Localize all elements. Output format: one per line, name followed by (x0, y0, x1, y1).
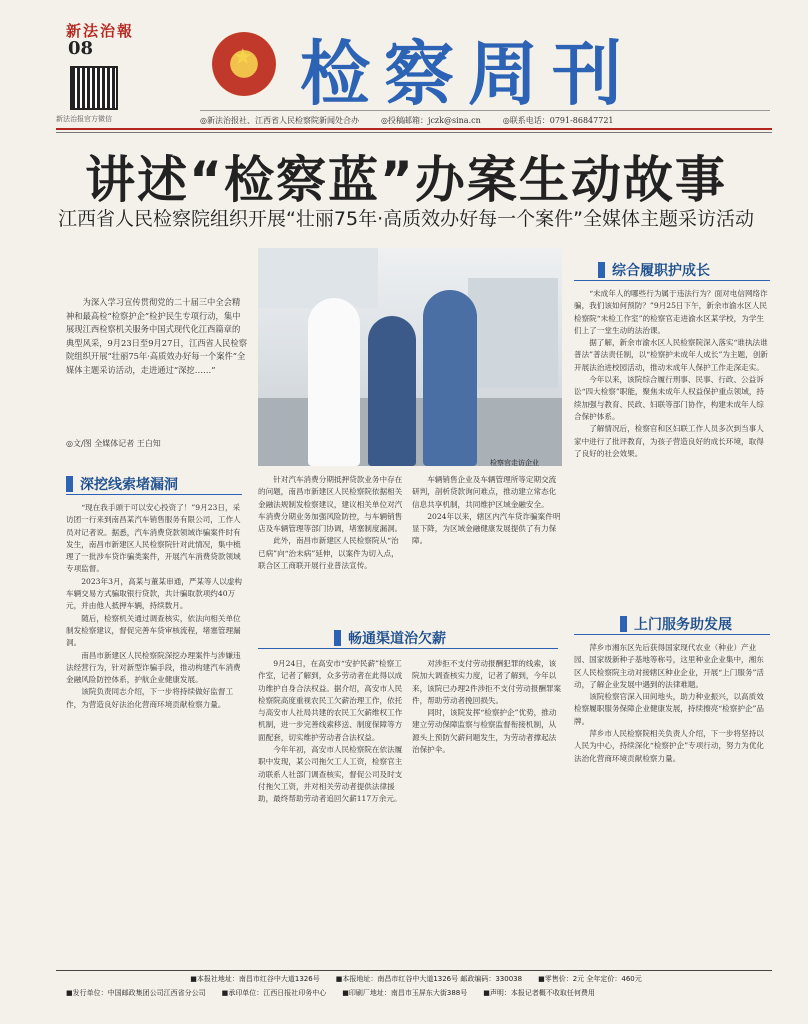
paragraph: “未成年人的哪些行为属于违法行为？面对电信网络诈骗，我们该如何预防？”9月25日下午，新余市渝水区人民检察院“未检工作室”的检察官走进渝水区某学校，为学生们上了一堂生动的法治课。 (574, 289, 768, 335)
intro-paragraph: 为深入学习宣传贯彻党的二十届三中全会精神和最高检“检察护企”检护民生专项行动，集中展现江西检察机关服务中国式现代化江西篇章的典型风采，9月23日至9月27日，江西省人民检察院组织开展“壮丽75年·高质效办好每一个案件”全媒体主题采访活动，走进通过“深挖……” (66, 297, 248, 375)
section-underline (66, 494, 242, 495)
section-heading-4: 上门服务助发展 (620, 614, 732, 634)
photo-caption: 检察官走访企业 (490, 459, 539, 467)
column-7 (574, 642, 770, 960)
subheadline: 江西省人民检察院组织开展“壮丽75年·高质效办好每一个案件”全媒体主题采访活动 (58, 208, 754, 230)
paper-name: 新法治報 (66, 22, 135, 40)
paragraph: 9月24日，在高安市“安护民薪”检察工作室，记者了解到，众多劳动者在此得以成功维护自身合法权益。据介绍，高安市人民检察院高度重视农民工欠薪治理工作，依托与高安市人社局共建的农民工欠薪维权工作机制，进一步完善线索移送、制度保障等方面配套，切实维护劳动者合法权益。 (258, 659, 403, 742)
paragraph: 2024年以来，辖区内汽车贷诈骗案件明显下降，为区域金融健康发展提供了有力保障。 (412, 511, 561, 546)
paragraph: 南昌市新建区人民检察院深挖办理案件与涉嫌违法经营行为，针对新型诈骗手段，推动构建汽车消费金融风险防控体系，护航企业健康发展。 (66, 650, 241, 685)
paragraph: 今年以来，该院综合履行刑事、民事、行政、公益诉讼“四大检察”职能，聚焦未成年人权益保护重点领域，持续加强与教育、民政、妇联等部门协作，构建未成年人综合保护体系。 (574, 375, 765, 421)
paragraph: 针对汽车消费分期抵押贷款业务中存在的问题，南昌市新建区人民检察院依据相关金融法规制发检察建议，建议相关单位对汽车消费分期业务加强风险防控，与车辆销售店及车辆管理等部门协调，堵塞制度漏洞。 (258, 475, 403, 534)
paragraph: 车辆销售企业及车辆管理所等定期交流研判，剖析贷款询问难点，推动建立常态化信息共享机制，共同维护区域金融安全。 (412, 475, 557, 509)
footer-line-2 (66, 988, 766, 998)
star-icon: ★ (233, 45, 253, 70)
footer-printer: ■承印单位：江西日报社印务中心 (221, 989, 327, 997)
paragraph: 据了解，新余市渝水区人民检察院深入落实“谁执法谁普法”普法责任制，以“检察护未成年人成长”为主题，创新开展法治进校园活动，推动未成年人保护工作走深走实。 (574, 338, 768, 372)
column-4 (258, 658, 406, 958)
column-2 (258, 474, 406, 614)
paragraph: 随后，检察机关通过调查核实，依法向相关单位制发检察建议，督促完善车贷审核流程，堵塞管理漏洞。 (66, 613, 241, 648)
paragraph: 同时，该院发挥“检察护企”优势，推动建立劳动保障监察与检察监督衔接机制，从源头上预防欠薪问题发生，为劳动者撑起法治保护伞。 (412, 708, 557, 755)
column-1 (66, 502, 246, 957)
qr-caption: 新法治报官方微信 (56, 115, 112, 123)
qr-code (70, 66, 118, 110)
byline: ◎文/图 全媒体记者 王白知 (66, 439, 161, 448)
masthead-subrule (56, 132, 772, 133)
footer-address: ■本报社地址：南昌市红谷中大道1326号 (190, 975, 320, 983)
footer-postcode: ■本报地址：南昌市红谷中大道1326号 邮政编码：330038 (335, 975, 523, 983)
section-heading-2: 畅通渠道治欠薪 (334, 628, 446, 648)
page-number: 08 (68, 38, 94, 59)
column-3 (412, 474, 562, 614)
section-heading-1: 深挖线索堵漏洞 (66, 474, 178, 494)
section-underline (258, 648, 558, 649)
footer-statement: ■声明：本报记者概不收取任何费用 (483, 989, 595, 997)
footer-distributor: ■发行单位：中国邮政集团公司江西省分公司 (66, 989, 206, 997)
paragraph: 今年年初，高安市人民检察院在依法履职中发现，某公司拖欠工人工资，检察官主动联系人社部门调查核实，督促公司及时支付拖欠工资，并对相关劳动者提供法律援助，最终帮助劳动者追回欠薪117万余元。 (258, 745, 403, 804)
paragraph: 萍乡市湘东区先后获得国家现代农业（种业）产业园、国家级新种子基地等称号，这里种业企业集中，湘东区人民检察院主动对接辖区种业企业，开展“上门服务”活动，了解企业发展中遇到的法律难题。 (574, 643, 765, 689)
section-title: 检察周刊 (300, 33, 636, 115)
paragraph: 对涉拒不支付劳动报酬犯罪的线索，该院加大调查核实力度，记者了解到，今年以来，该院已办理2件涉拒不支付劳动报酬罪案件，帮助劳动者挽回损失。 (412, 659, 562, 705)
headline: 讲述“检察蓝”办案生动故事 (85, 151, 727, 209)
footer-print-address: ■印刷厂地址：南昌市玉屏东大街388号 (342, 989, 468, 997)
section-underline (574, 280, 770, 281)
column-5 (412, 658, 562, 958)
paragraph: “现在我手頭于可以安心投资了！”9月23日，采访团一行来到南昌某汽车销售服务有限公司，工作人员对记者说。据悉，汽车消费贷款领域诈骗案件时有发生，南昌市新建区人民检察院针对此情况，集中梳理了一批涉车贷诈骗类案件，开展汽车消费贷款领域专项监督。 (66, 503, 241, 574)
section-underline (574, 634, 770, 635)
masthead-info-bar (200, 110, 770, 126)
news-photo (258, 248, 562, 466)
paragraph: 此外，南昌市新建区人民检察院从“治已病”向“治未病”延伸，以案件为切入点，联合区工商联开展行业普法宣传。 (258, 536, 399, 571)
section-heading-3: 综合履职护成长 (598, 260, 710, 280)
paragraph: 萍乡市人民检察院相关负责人介绍，下一步将坚持以人民为中心，持续深化“检察护企”专项行动，努力为优化法治化营商环境贡献检察力量。 (574, 729, 765, 763)
column-6 (574, 288, 770, 606)
masthead-rule (56, 128, 772, 130)
info-publishers: ◎新法治报社、江西省人民检察院新闻处合办 (200, 116, 359, 125)
paragraph: 了解情况后，检察官和区妇联工作人员多次到当事人家中进行了批评教育，为孩子营造良好的成长环境，取得了良好的社会效果。 (574, 424, 764, 458)
info-phone: ◎联系电话：0791-86847721 (502, 116, 614, 125)
paragraph: 2023年3月，高某与董某串通，严某等人以虚构车辆交易方式骗取银行贷款，共计骗取款项约40万元，并由他人抵押车辆，持续数月。 (66, 576, 243, 611)
info-email: ◎投稿邮箱：jczk@sina.cn (380, 116, 481, 125)
footer-price: ■零售价：2元 全年定价：460元 (538, 975, 642, 983)
paragraph: 该院检察官深入田间地头，助力种业振兴，以高质效检察履职服务保障企业健康发展，持续擦亮“检察护企”品牌。 (574, 692, 765, 726)
footer-line-1 (66, 974, 766, 984)
footer-rule (56, 970, 772, 971)
paragraph: 该院负责同志介绍，下一步将持续做好监督工作，为营造良好法治化营商环境贡献检察力量。 (66, 687, 234, 709)
